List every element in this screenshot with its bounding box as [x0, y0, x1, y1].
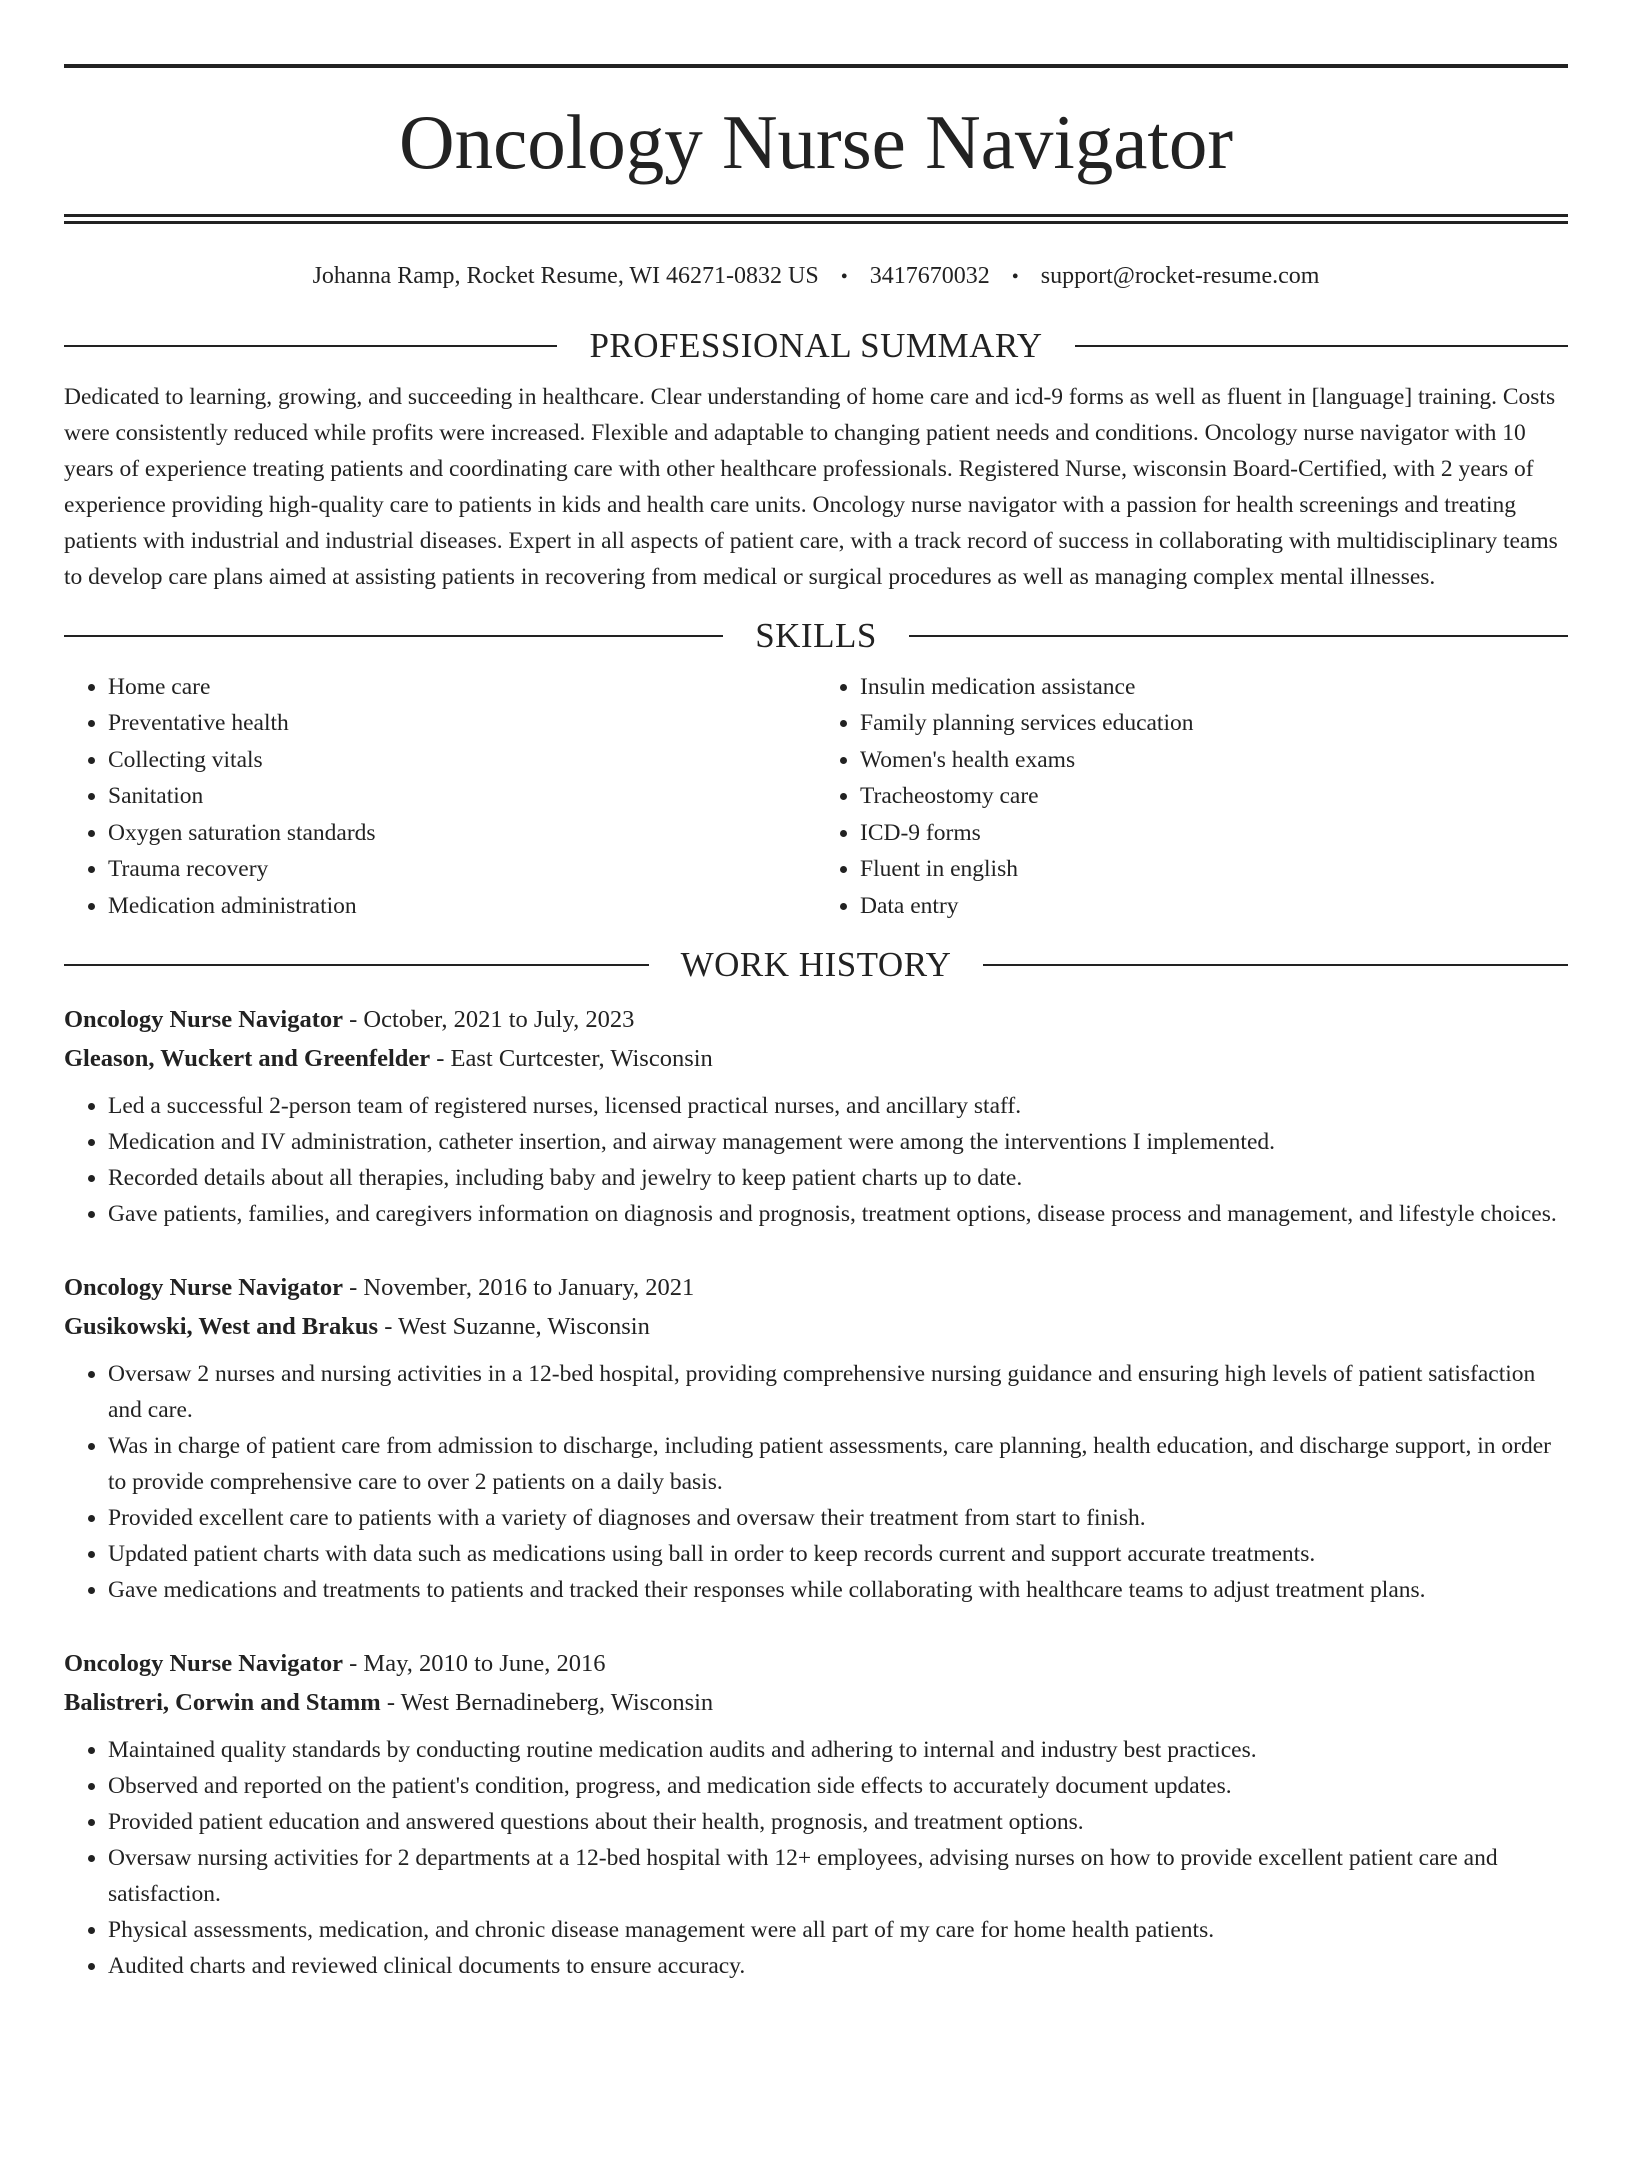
heading-rule — [64, 635, 723, 637]
job-bullet: • Updated patient charts with data such as medications using ball in order to keep records current and support accurate treatments. — [108, 1536, 1568, 1572]
work-heading-label: WORK HISTORY — [680, 945, 952, 985]
skill-item: • Trauma recovery — [108, 851, 816, 888]
top-rule — [64, 64, 1568, 68]
job-employer-line — [64, 1039, 1568, 1078]
contact-address: Johanna Ramp, Rocket Resume, WI 46271-0832 US — [312, 263, 819, 289]
skills-heading-label: SKILLS — [755, 615, 877, 655]
job-bullet: • Gave patients, families, and caregivers information on diagnosis and prognosis, treatment options, disease process and management, and lifestyle choices. — [108, 1196, 1568, 1232]
skill-item: • Women's health exams — [860, 742, 1568, 779]
job-dates: - May, 2010 to June, 2016 — [343, 1650, 606, 1678]
title-double-rule — [64, 214, 1568, 224]
contact-separator: • — [1011, 266, 1019, 288]
skill-item: • ICD-9 forms — [860, 815, 1568, 852]
job-bullet: • Oversaw 2 nurses and nursing activities in a 12-bed hospital, providing comprehensive nursing guidance and ensuring high levels of patient satisfaction and care. — [108, 1356, 1568, 1428]
job-dates: - October, 2021 to July, 2023 — [343, 1006, 635, 1034]
contact-line — [64, 262, 1568, 291]
job-bullet: • Was in charge of patient care from admission to discharge, including patient assessments, care planning, health education, and discharge support, in order to provide comprehensive care to over 2 patients on a daily basis. — [108, 1428, 1568, 1500]
job-title: Oncology Nurse Navigator — [64, 1006, 343, 1034]
skill-item: • Preventative health — [108, 705, 816, 742]
job-title-line — [64, 1268, 1568, 1307]
job-employer-line — [64, 1307, 1568, 1346]
job-bullets — [64, 1088, 1568, 1232]
skill-item: • Oxygen saturation standards — [108, 815, 816, 852]
resume-page — [0, 64, 1632, 2176]
job-entry — [64, 1644, 1568, 1984]
skill-item: • Medication administration — [108, 888, 816, 925]
heading-rule — [64, 345, 557, 347]
skill-item: • Sanitation — [108, 778, 816, 815]
job-employer-line — [64, 1683, 1568, 1722]
job-bullet: • Led a successful 2-person team of registered nurses, licensed practical nurses, and ancillary staff. — [108, 1088, 1568, 1124]
contact-phone: 3417670032 — [869, 263, 990, 289]
job-bullet: • Physical assessments, medication, and chronic disease management were all part of my care for home health patients. — [108, 1912, 1568, 1948]
skill-item: • Data entry — [860, 888, 1568, 925]
heading-rule — [909, 635, 1568, 637]
job-bullet: • Medication and IV administration, catheter insertion, and airway management were among the interventions I implemented. — [108, 1124, 1568, 1160]
job-bullet: • Observed and reported on the patient's condition, progress, and medication side effects to accurately document updates. — [108, 1768, 1568, 1804]
job-title-line — [64, 1000, 1568, 1039]
skill-item: • Family planning services education — [860, 705, 1568, 742]
contact-email: support@rocket-resume.com — [1040, 263, 1320, 289]
job-bullet: • Gave medications and treatments to patients and tracked their responses while collaborating with healthcare teams to adjust treatment plans. — [108, 1572, 1568, 1608]
skill-item: • Home care — [108, 669, 816, 706]
job-dates: - November, 2016 to January, 2021 — [343, 1274, 695, 1302]
job-bullets — [64, 1732, 1568, 1984]
job-bullet: • Recorded details about all therapies, including baby and jewelry to keep patient charts up to date. — [108, 1160, 1568, 1196]
job-entry — [64, 1268, 1568, 1608]
job-employer: Gusikowski, West and Brakus — [64, 1313, 379, 1341]
job-bullet: • Audited charts and reviewed clinical documents to ensure accuracy. — [108, 1948, 1568, 1984]
skill-item: • Fluent in english — [860, 851, 1568, 888]
job-title: Oncology Nurse Navigator — [64, 1650, 343, 1678]
skills-column-left — [64, 669, 816, 925]
job-entry — [64, 1000, 1568, 1232]
work-heading — [64, 944, 1568, 986]
job-bullet: • Maintained quality standards by conducting routine medication audits and adhering to internal and industry best practices. — [108, 1732, 1568, 1768]
job-location: - West Bernadineberg, Wisconsin — [380, 1689, 714, 1717]
summary-text: Dedicated to learning, growing, and succeeding in healthcare. Clear understanding of home care and icd-9 forms as well as fluent in [language] training. Costs were consistently reduced while profits were increased. Flexible and adaptable to changing patient needs and conditions. Oncology nurse navigator with 10 years of experience treating patients and coordinating care with other healthcare professionals. Registered Nurse, wisconsin Board-Certified, with 2 years of experience providing high-quality care to patients in kids and health care units. Oncology nurse navigator with a passion for health screenings and treating patients with industrial and industrial diseases. Expert in all aspects of patient care, with a track record of success in collaborating with multidisciplinary teams to develop care plans aimed at assisting patients in recovering from medical or surgical procedures as well as managing complex mental illnesses. — [64, 383, 1558, 590]
skill-item: • Tracheostomy care — [860, 778, 1568, 815]
skill-item: • Collecting vitals — [108, 742, 816, 779]
skills-heading — [64, 615, 1568, 657]
summary-heading — [64, 325, 1568, 367]
skills-column-right — [816, 669, 1568, 925]
work-history — [64, 1000, 1568, 1984]
job-location: - East Curtcester, Wisconsin — [430, 1045, 713, 1073]
heading-rule — [64, 964, 649, 966]
job-title-line — [64, 1644, 1568, 1683]
summary-heading-label: PROFESSIONAL SUMMARY — [589, 325, 1043, 365]
job-bullet: • Provided excellent care to patients with a variety of diagnoses and oversaw their treatment from start to finish. — [108, 1500, 1568, 1536]
job-employer: Balistreri, Corwin and Stamm — [64, 1689, 381, 1717]
skill-item: • Insulin medication assistance — [860, 669, 1568, 706]
contact-separator: • — [840, 266, 848, 288]
job-employer: Gleason, Wuckert and Greenfelder — [64, 1045, 431, 1073]
job-bullet: • Provided patient education and answered questions about their health, prognosis, and treatment options. — [108, 1804, 1568, 1840]
resume-title: Oncology Nurse Navigator — [399, 99, 1233, 185]
job-bullet: • Oversaw nursing activities for 2 departments at a 12-bed hospital with 12+ employees, advising nurses on how to provide excellent patient care and satisfaction. — [108, 1840, 1568, 1912]
job-bullets — [64, 1356, 1568, 1608]
heading-rule — [983, 964, 1568, 966]
skills-list — [64, 669, 1568, 925]
heading-rule — [1075, 345, 1568, 347]
job-location: - West Suzanne, Wisconsin — [378, 1313, 650, 1341]
job-title: Oncology Nurse Navigator — [64, 1274, 343, 1302]
